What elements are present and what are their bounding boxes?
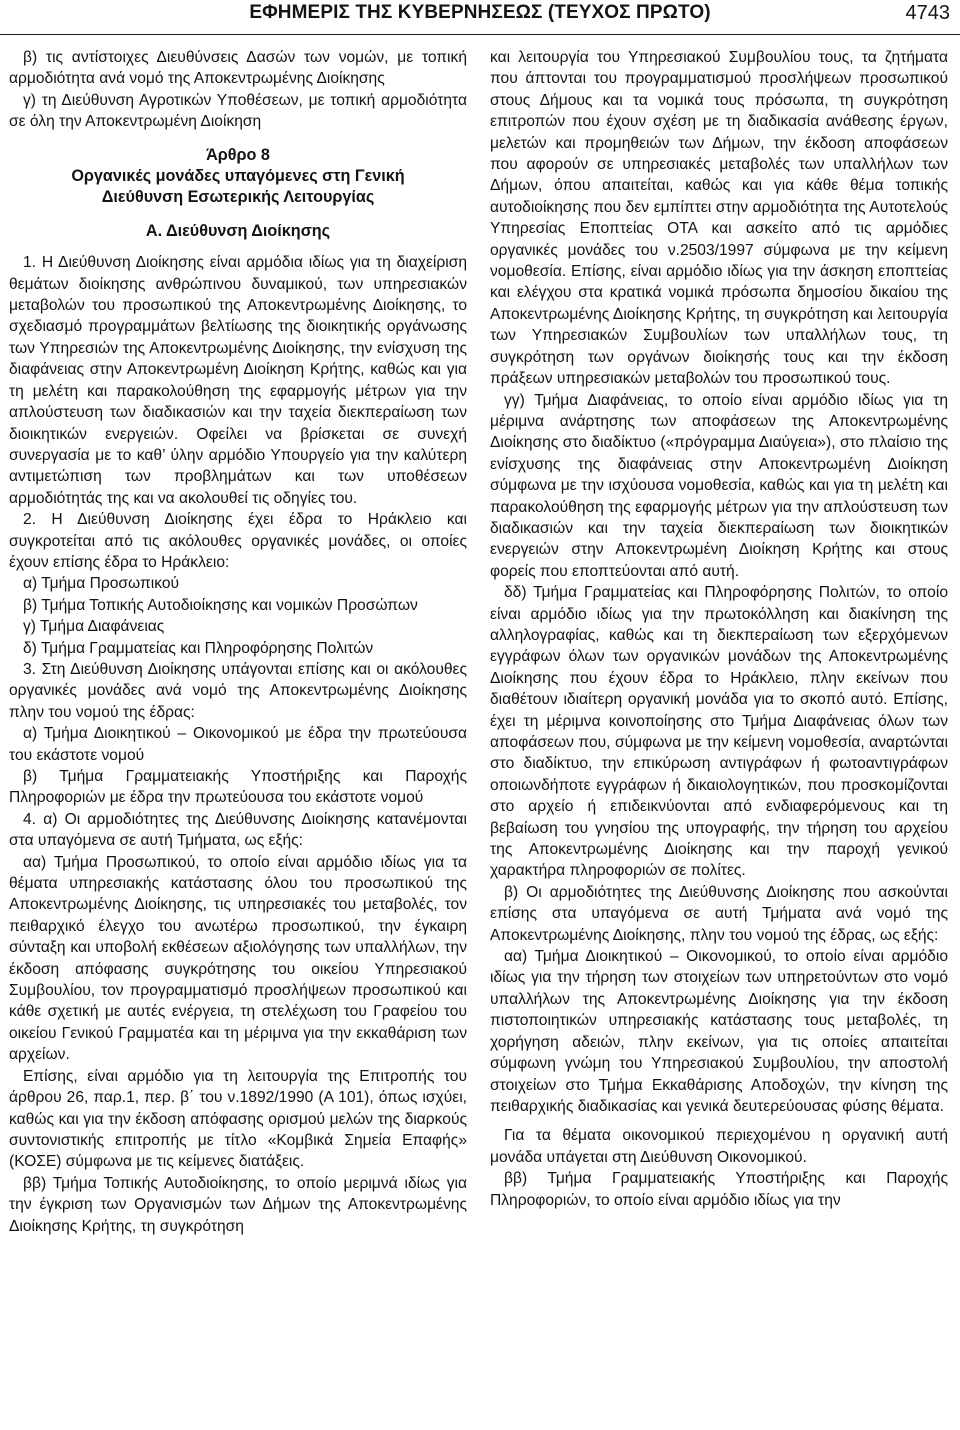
paragraph: δδ) Τμήμα Γραμματείας και Πληροφόρησης Πολιτών, το οποίο είναι αρμόδιο ιδίως για την πρωτοκόλληση και διακίνηση της αλληλογραφίας, καθώς και τη διεκπεραίωση των εξερχόμενων εγγράφων όλων των οργανικών μονάδων της Αποκεντρωμένης Διοίκησης που έχουν έδρα το Ηράκλειο, πλην εκείνων που διαθέτουν ιδιαίτερη οργανική μονάδα για το σκοπό αυτό. Επίσης, έχει τη μέριμνα κοινοποίησης στο Τμήμα Διαφάνειας όλων των αποφάσεων που, σύμφωνα με την κείμενη νομοθεσία, αναρτώνται στο διαδίκτυο, την επικύρωση αντιγράφων ή φωτοαντιγράφων οποιωνδήποτε εγγράφων ή δικαιολογητικών, που προσκομίζονται στο αρχείο ή επιδεικνύονται από ενδιαφερόμενους και τη βεβαίωση του γνησίου της υπογραφής, την τήρηση του αρχείου της Αποκεντρωμένης Διοίκησης και την παροχή γενικού χαρακτήρα πληροφοριών σε πολίτες. xyxy=(490,584,948,880)
paragraph: 2. Η Διεύθυνση Διοίκησης έχει έδρα το Ηράκλειο και συγκροτείται από τις ακόλουθες οργανικές μονάδες, οι οποίες έχουν επίσης έδρα το Ηράκλειο: xyxy=(9,511,467,571)
article-title: Άρθρο 8 xyxy=(206,145,270,164)
list-item: α) Τμήμα Διοικητικού – Οικονομικού με έδρα την πρωτεύουσα του εκάστοτε νομού xyxy=(9,725,467,764)
list-item: γ) Τμήμα Διαφάνειας xyxy=(23,618,165,636)
paragraph: Επίσης, είναι αρμόδιο για τη λειτουργία της Επιτροπής του άρθρου 26, παρ.1, περ. β΄ του ν.1892/1990 (Α 101), όπως ισχύει, καθώς και για την έκδοση απόφασης ορισμού μελών της διαρκούς συντονιστικής επιτροπής με τίτλο «Κομβικά Σημεία Επαφής» (ΚΟΣΕ) σύμφωνα με τις κείμενες διατάξεις. xyxy=(9,1067,467,1171)
right-column xyxy=(490,47,948,1211)
left-column xyxy=(9,47,467,1237)
paragraph: β) τις αντίστοιχες Διευθύνσεις Δασών των νομών, με τοπική αρμοδιότητα ανά νομό της Αποκεντρωμένης Διοίκησης xyxy=(9,49,467,88)
list-item: δ) Τμήμα Γραμματείας και Πληροφόρησης Πολιτών xyxy=(23,639,374,657)
paragraph: 4. α) Οι αρμοδιότητες της Διεύθυνσης Διοίκησης κατανέμονται στα υπαγόμενα σε αυτή Τμήματα, ως εξής: xyxy=(9,810,467,850)
paragraph: και λειτουργία του Υπηρεσιακού Συμβουλίου τους, τα ζητήματα που άπτονται του προγραμματισμού προσλήψεων προσωπικού στους Δήμους και τα νομικά τους πρόσωπα, τη συγκρότηση επιτροπών που έχουν σχέση με τη διαδικασία ανάθεσης έργων, μελετών και προμηθειών των Δήμων, την έκδοση αποφάσεων που αφορούν σε υπηρεσιακές μεταβολές των υπαλλήλων των Δήμων, όπου απαιτείται, καθώς και για κάθε θέμα τοπικής αυτοδιοίκησης που δεν εμπίπτει στην αρμοδιότητα της Αυτοτελούς Υπηρεσίας Εποπτείας ΟΤΑ και ασκείτο από τις αρμόδιες οργανικές μονάδες του ν.2503/1997 σύμφωνα με την κείμενη νομοθεσία. Επίσης, είναι αρμόδιο ιδίως για την άσκηση εποπτείας και ελέγχου στα κρατικά νομικά πρόσωπα δημοσίου δικαίου της Αποκεντρωμένης Διοίκησης Κρήτης, τη συγκρότηση και λειτουργία των Υπηρεσιακών Συμβουλίων των υπαλλήλων τους, τη συγκρότηση των οργάνων διοίκησής τους και την έκδοση πράξεων υπηρεσιακών μεταβολών του προσωπικού τους. xyxy=(490,49,948,388)
list-item: α) Τμήμα Προσωπικού xyxy=(23,575,180,593)
paragraph: γ) τη Διεύθυνση Αγροτικών Υποθέσεων, με τοπική αρμοδιότητα σε όλη την Αποκεντρωμένη Διοίκηση xyxy=(9,91,467,131)
paragraph: γγ) Τμήμα Διαφάνειας, το οποίο είναι αρμόδιο ιδίως για τη μέριμνα ανάρτησης των αποφάσεων της Αποκεντρωμένης Διοίκησης στο διαδίκτυο («πρόγραμμα Διαύγεια»), στο πλαίσιο της ενίσχυσης της διαφάνειας στην Αποκεντρωμένη Διοίκηση σύμφωνα με την ισχύουσα νομοθεσία, καθώς και για τη μελέτη και παρακολούθηση της εφαρμογής μέτρων για την απλούστευση των διαδικασιών και την ταχεία διεκπεραίωση των διοικητικών ενεργειών στην Αποκεντρωμένη Διοίκηση Κρήτης και στους φορείς που εποπτεύονται από αυτή. xyxy=(490,391,948,580)
article-subtitle: Οργανικές μονάδες υπαγόμενες στη Γενική Διεύθυνση Εσωτερικής Λειτουργίας xyxy=(71,167,405,207)
page-header xyxy=(0,0,960,35)
paragraph: αα) Τμήμα Προσωπικού, το οποίο είναι αρμόδιο ιδίως για τα θέματα υπηρεσιακής κατάστασης όλου του προσωπικού της Αποκεντρωμένης Διοίκησης, τις υπηρεσιακές του μεταβολές, τον πειθαρχικό έλεγχο του ανωτέρω προσωπικού, την έγκαιρη σύνταξη και υποβολή εκθέσεων αξιολόγησης των υπαλλήλων, την έκδοση απόφασης συγκρότησης του οικείου Υπηρεσιακού Συμβουλίου, τον προγραμματισμό προσλήψεων προσωπικού και κάθε σχετική με αυτές ενέργεια, τη στελέχωση του Γραφείου του οικείου Γενικού Γραμματέα και τη μέριμνα για την εκκαθάριση των αρχείων. xyxy=(9,853,467,1064)
section-title: Α. Διεύθυνση Διοίκησης xyxy=(145,221,331,240)
page-number: 4743 xyxy=(905,2,950,24)
paragraph: 3. Στη Διεύθυνση Διοίκησης υπάγονται επίσης και οι ακόλουθες οργανικές μονάδες ανά νομό της Αποκεντρωμένης Διοίκησης πλην του νομού της έδρας: xyxy=(9,660,467,721)
list-item: β) Τμήμα Τοπικής Αυτοδιοίκησης και νομικών Προσώπων xyxy=(23,596,418,614)
gazette-title: ΕΦΗΜΕΡΙΣ ΤΗΣ ΚΥΒΕΡΝΗΣΕΩΣ (ΤΕΥΧΟΣ ΠΡΩΤΟ) xyxy=(249,2,711,23)
paragraph: 1. Η Διεύθυνση Διοίκησης είναι αρμόδια ιδίως για τη διαχείριση θεμάτων διοίκησης ανθρώπινου δυναμικού, των υπηρεσιακών μεταβολών του προσωπικού της Αποκεντρωμένης Διοίκησης, το σχεδιασμό προγραμμάτων βελτίωσης της διοικητικής οργάνωσης των Υπηρεσιών της Αποκεντρωμένης Διοίκησης, την ενίσχυση της διαφάνειας στην Αποκεντρωμένη Διοίκηση Κρήτης, καθώς και για τη μελέτη και παρακολούθηση της εφαρμογής μέτρων για την απλούστευση των διαδικασιών και την ταχεία διεκπεραίωση των διοικητικών ενεργειών. Οφείλει να βρίσκεται σε συνεχή συνεργασία με το καθ’ ύλην αρμόδιο Υπουργείο για την καλύτερη αντιμετώπιση των προβλημάτων και των υποθέσεων αρμοδιότητάς της και να ακολουθεί τις οδηγίες του. xyxy=(9,254,467,507)
paragraph: ββ) Τμήμα Τοπικής Αυτοδιοίκησης, το οποίο μεριμνά ιδίως για την έγκριση των Οργανισμών των Δήμων της Αποκεντρωμένης Διοίκησης Κρήτης, τη συγκρότηση xyxy=(9,1174,467,1235)
paragraph: Για τα θέματα οικονομικού περιεχομένου η οργανική αυτή μονάδα υπάγεται στη Διεύθυνση Οικονομικού. xyxy=(490,1127,948,1166)
list-item: β) Τμήμα Γραμματειακής Υποστήριξης και Παροχής Πληροφοριών με έδρα την πρωτεύουσα του εκάστοτε νομού xyxy=(9,768,467,807)
paragraph: αα) Τμήμα Διοικητικού – Οικονομικού, το οποίο είναι αρμόδιο ιδίως για την τήρηση των στοιχείων των υπηρετούντων στο νομό υπαλλήλων της Αποκεντρωμένης Διοίκησης για την έκδοση πιστοποιητικών υπηρεσιακής κατάστασης τους μεταβολές, τη χορήγηση αδειών, πλην εκείνων, για τις οποίες απαιτείται σύμφωνη γνώμη του Υπηρεσιακού Συμβουλίου, την αποστολή στοιχείων στο Τμήμα Εκκαθάρισης Αποδοχών, την κίνηση της πειθαρχικής διαδικασίας και γενικά δευτερεύουσας φύσης θέματα. xyxy=(490,948,948,1115)
paragraph: β) Οι αρμοδιότητες της Διεύθυνσης Διοίκησης που ασκούνται επίσης στα υπαγόμενα σε αυτή Τμήματα ανά νομό της Αποκεντρωμένης Διοίκησης, πλην του νομού της έδρας, ως εξής: xyxy=(490,883,948,944)
paragraph: ββ) Τμήμα Γραμματειακής Υποστήριξης και Παροχής Πληροφοριών, το οποίο είναι αρμόδιο ιδίως για την xyxy=(490,1170,948,1209)
